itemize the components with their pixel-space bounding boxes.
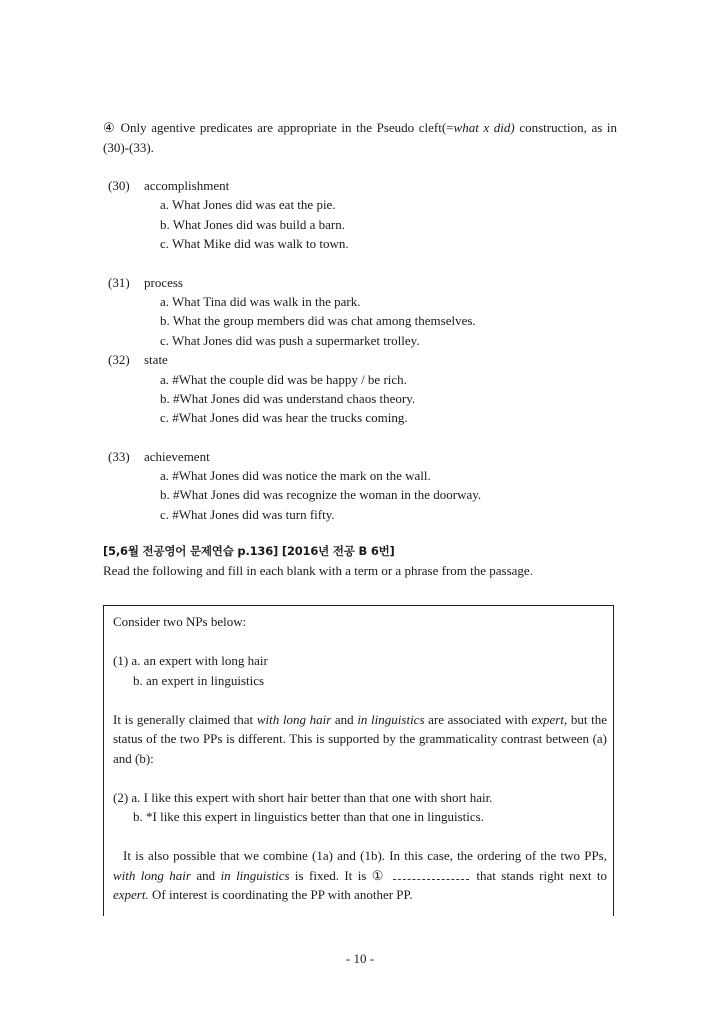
example-32 xyxy=(103,350,617,428)
example-item: a. What Jones did was eat the pie. xyxy=(160,197,336,213)
example-item: b. #What Jones did was understand chaos theory. xyxy=(160,390,416,406)
example-label: achievement xyxy=(144,448,210,464)
example-number: (31) xyxy=(108,274,130,290)
example-label: state xyxy=(144,352,168,368)
passage-box xyxy=(103,605,614,916)
example-number: (32) xyxy=(108,352,130,368)
example-item: c. #What Jones did was hear the trucks coming. xyxy=(160,410,408,426)
passage-text: It is generally claimed that xyxy=(113,711,257,727)
passage-emphasis: in linguistics xyxy=(357,711,425,727)
passage-text: and xyxy=(190,867,221,883)
passage-paragraph-2 xyxy=(113,846,607,905)
answer-blank-1[interactable] xyxy=(393,869,469,880)
intro-text: ④ Only agentive predicates are appropriate in the Pseudo cleft(= xyxy=(103,120,454,135)
page-body xyxy=(103,118,617,581)
passage-text: , but the status of the two PPs is different. This is supported by the grammaticality contrast between (a) and (b): xyxy=(113,711,607,766)
passage-emphasis: expert. xyxy=(113,887,149,902)
section-heading: [5,6월 전공영어 문제연습 p.136] [2016년 전공 B 6번] xyxy=(103,544,395,559)
intro-emphasis: what x did) xyxy=(453,120,515,135)
passage-text: Of interest is coordinating the PP with another PP. xyxy=(148,887,413,902)
passage-example-1b: b. an expert in linguistics xyxy=(133,672,265,688)
example-item: b. What the group members did was chat among themselves. xyxy=(160,313,476,329)
example-item: b. What Jones did was build a barn. xyxy=(160,216,345,232)
example-item: a. #What Jones did was notice the mark on the wall. xyxy=(160,468,431,484)
example-item: c. What Mike did was walk to town. xyxy=(160,236,349,252)
passage-emphasis: with long hair xyxy=(256,711,332,727)
intro-paragraph xyxy=(103,118,617,157)
passage-emphasis: expert xyxy=(531,711,564,727)
page-number: - 10 - xyxy=(345,951,375,966)
passage-text: and xyxy=(331,711,358,727)
example-item: a. #What the couple did was be happy / be rich. xyxy=(160,371,407,387)
passage-text: that stands right next to xyxy=(470,867,607,883)
section-instruction: Read the following and fill in each blank with a term or a phrase from the passage. xyxy=(103,563,533,579)
example-label: process xyxy=(144,274,183,290)
passage-text: It is also possible that we combine (1a) and (1b). In this case, the ordering of the two PPs, xyxy=(123,848,607,863)
passage-example-2a: (2) a. I like this expert with short hair better than that one with short hair. xyxy=(113,789,493,805)
example-item: a. What Tina did was walk in the park. xyxy=(160,293,361,309)
passage-consider: Consider two NPs below: xyxy=(113,614,247,629)
example-33 xyxy=(103,447,617,525)
passage-text: are associated with xyxy=(424,711,532,727)
passage-example-2b: b. *I like this expert in linguistics better than that one in linguistics. xyxy=(133,809,484,824)
passage-text: is fixed. It is ① xyxy=(289,867,391,883)
example-30 xyxy=(103,176,617,254)
example-item: c. What Jones did was push a supermarket trolley. xyxy=(160,332,420,348)
example-number: (33) xyxy=(108,448,130,464)
example-number: (30) xyxy=(108,178,130,193)
example-item: b. #What Jones did was recognize the woman in the doorway. xyxy=(160,487,482,503)
example-item: c. #What Jones did was turn fifty. xyxy=(160,506,335,522)
intro-text-2: construction, as in (30)-(33). xyxy=(103,120,618,155)
passage-paragraph-1 xyxy=(113,710,607,769)
passage-example-1a: (1) a. an expert with long hair xyxy=(113,653,268,668)
passage-emphasis: with long hair xyxy=(113,867,191,883)
passage-emphasis: in linguistics xyxy=(220,867,290,883)
example-label: accomplishment xyxy=(144,178,230,193)
example-31 xyxy=(103,273,617,351)
